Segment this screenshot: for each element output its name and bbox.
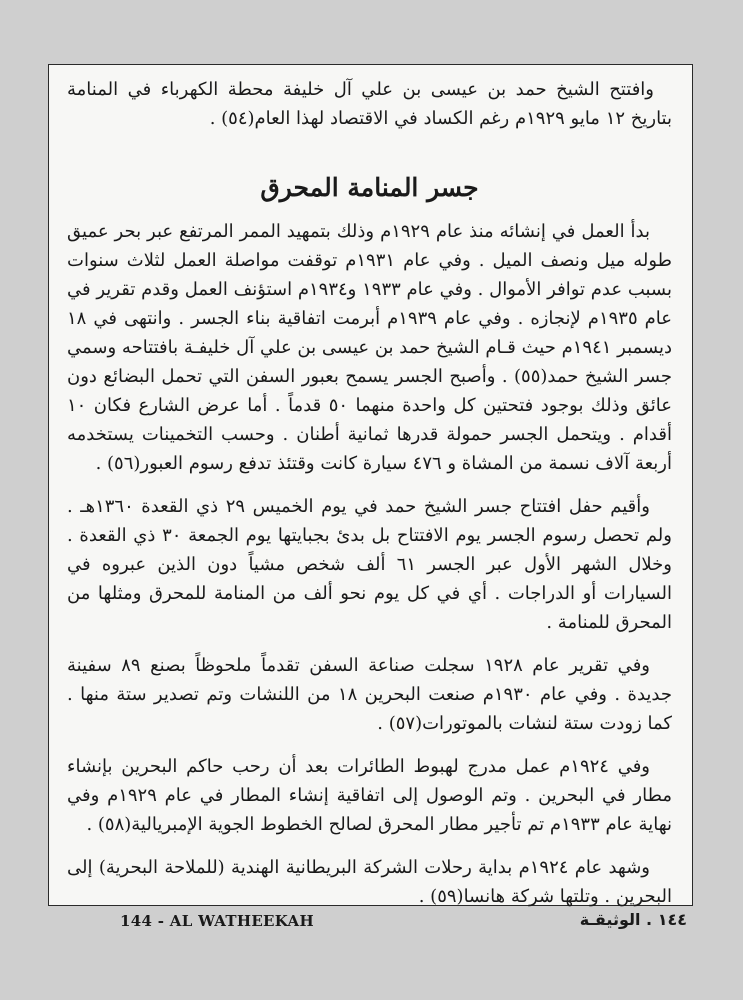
intro-paragraph: وافتتح الشيخ حمد بن عيسى بن علي آل خليفة محطة الكهرباء في المنامة بتاريخ ١٢ مايو ١٩٢٩م رغم الكساد في الاقتصاد لهذا العام(٥٤) . (67, 79, 672, 129)
footer-page-label-arabic: ١٤٤ . الوثيقـة (579, 910, 687, 929)
page-frame (48, 64, 693, 906)
section-heading: جسر المنامة المحرق (260, 173, 479, 202)
paragraph-bridge-construction: بدأ العمل في إنشائه منذ عام ١٩٢٩م وذلك بتمهيد الممر المرتفع عبر بحر عميق طوله ميل ونصف الميل . وفي عام ١٩٣١م توقفت مواصلة العمل لثلاث سنوات بسبب عدم توافر الأموال . وفي عام ١٩٣٣ و١٩٣٤م استؤنف العمل وقدم تقرير في عام ١٩٣٥م لإنجازه . وفي عام ١٩٣٩م أبرمت اتفاقية بناء الجسر . وانتهى في ١٨ ديسمبر ١٩٤١م حيث قـام الشيخ حمد بن عيسى بن علي آل خليفـة بافتتاحه وسمي جسر الشيخ حمد(٥٥) . وأصبح الجسر يسمح بعبور السفن التي تحمل البضائع دون عائق وذلك بوجود فتحتين كل واحدة منهما ٥٠ قدماً . أما عرض الشارع فكان ١٠ أقدام . ويتحمل الجسر حمولة قدرها ثمانية أطنان . وحسب التخمينات يستخدمه أربعة آلاف نسمة من المشاة و ٤٧٦ سيارة كانت وقتئذ تدفع رسوم العبور(٥٦) . (67, 221, 673, 474)
paragraph-shipbuilding: وفي تقرير عام ١٩٢٨ سجلت صناعة السفن تقدماً ملحوظاً بصنع ٨٩ سفينة جديدة . وفي عام ١٩٣٠م صنعت البحرين ١٨ من اللنشات وتم تصدير ستة منها . كما زودت ستة لنشات بالموتورات(٥٧) . (67, 655, 672, 734)
footer-page-label: 144 - AL WATHEEKAH (120, 912, 314, 930)
paragraph-shipping-lines: وشهد عام ١٩٢٤م بداية رحلات الشركة البريطانية الهندية (للملاحة البحرية) إلى البحرين . وتلتها شركة هانسا(٥٩) . (67, 857, 672, 907)
paragraph-bridge-opening: وأقيم حفل افتتاح جسر الشيخ حمد في يوم الخميس ٢٩ ذي القعدة ١٣٦٠هـ . ولم تحصل رسوم الجسر يوم الافتتاح بل بدئ بجبايتها يوم الجمعة ٣٠ ذي القعدة . وخلال الشهر الأول عبر الجسر ٦١ ألف شخص مشياً دون الذين عبروه في السيارات أو الدراجات . أي في كل يوم نحو ألف من المنامة للمحرق ومثلها من المحرق للمنامة . (67, 496, 672, 633)
article-body (67, 75, 672, 925)
page-footer (48, 910, 693, 936)
paragraph-airport: وفي ١٩٢٤م عمل مدرج لهبوط الطائرات بعد أن رحب حاكم البحرين بإنشاء مطار في البحرين . وتم الوصول إلى اتفاقية إنشاء المطار في عام ١٩٢٩م وفي نهاية عام ١٩٣٣م تم تأجير مطار المحرق لصالح الخطوط الجوية الإمبريالية(٥٨) . (67, 756, 672, 835)
